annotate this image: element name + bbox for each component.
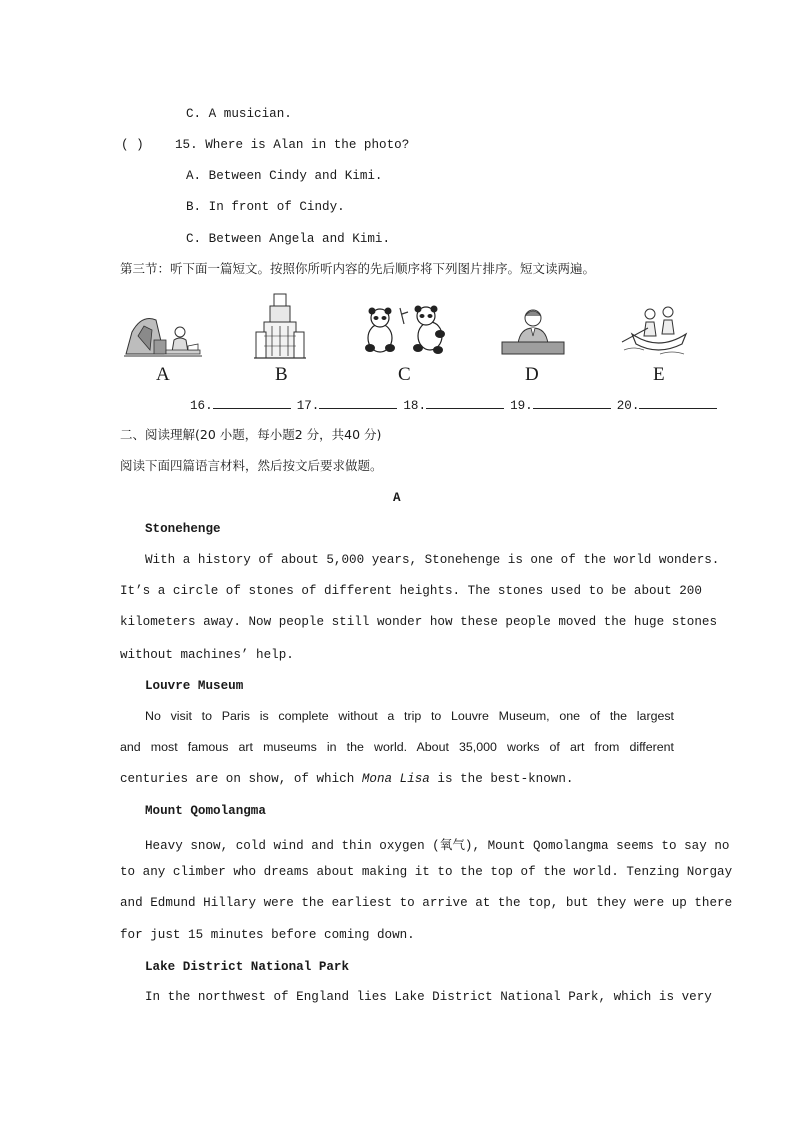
stonehenge-picnic-icon (124, 306, 202, 358)
section-title-qomolangma: Mount Qomolangma (145, 804, 266, 818)
answer-blank-17[interactable] (319, 396, 397, 409)
paragraph-line: and Edmund Hillary were the earliest to arrive at the top, but they were up there (120, 896, 733, 910)
answer-blank-19-label: 19. (510, 399, 533, 413)
paragraph-line: for just 15 minutes before coming down. (120, 928, 415, 942)
paragraph-line: to any climber who dreams about making it to the top of the world. Tenzing Norgay (120, 865, 733, 879)
q15-answer-paren: ( ) (121, 138, 144, 152)
paragraph-line: In the northwest of England lies Lake District National Park, which is very (145, 990, 712, 1004)
q14-option-c: C. A musician. (186, 107, 292, 121)
paragraph-text: is the best-known. (429, 772, 574, 786)
reading-instruction: 阅读下面四篇语言材料，然后按文后要求做题。 (120, 458, 383, 473)
answer-blank-16-label: 16. (190, 399, 213, 413)
picture-letter-e: E (653, 364, 665, 385)
pandas-icon (364, 304, 448, 356)
artwork-title: Mona Lisa (361, 772, 430, 786)
reading-part-heading: 二、阅读理解(20 小题，每小题2 分，共40 分) (120, 427, 382, 442)
q15-stem: 15. Where is Alan in the photo? (175, 138, 410, 152)
paragraph-text: centuries are on show, of which (120, 772, 362, 786)
picture-letter-d: D (525, 364, 539, 385)
answer-blanks-row (190, 396, 723, 414)
paragraph-line: without machines’ help. (120, 648, 294, 662)
q15-option-a: A. Between Cindy and Kimi. (186, 169, 383, 183)
paragraph-line: No visit to Paris is complete without a trip to Louvre Museum, one of the largest (145, 709, 674, 723)
passage-label: A (393, 491, 401, 505)
paragraph-line: and most famous art museums in the world. About 35,000 works of art from different (120, 740, 674, 754)
picture-letter-b: B (275, 364, 288, 385)
man-at-desk-icon (500, 306, 566, 356)
paragraph-line-mona-lisa (120, 771, 573, 787)
paragraph-line: With a history of about 5,000 years, Stonehenge is one of the world wonders. (145, 553, 720, 567)
q15-option-c: C. Between Angela and Kimi. (186, 232, 391, 246)
answer-blank-18-label: 18. (403, 399, 427, 413)
answer-blank-20[interactable] (639, 396, 717, 409)
section3-instruction: 第三节：听下面一篇短文。按照你所听内容的先后顺序将下列图片排序。短文读两遍。 (120, 261, 596, 276)
paragraph-line: Heavy snow, cold wind and thin oxygen (氧气), Mount Qomolangma seems to say no (145, 839, 730, 853)
answer-blank-20-label: 20. (616, 399, 640, 413)
paragraph-line: kilometers away. Now people still wonder how these people moved the huge stones (120, 615, 718, 629)
section-title-louvre: Louvre Museum (145, 679, 244, 693)
paragraph-line: It’s a circle of stones of different heights. The stones used to be about 200 (120, 584, 702, 598)
picture-letter-c: C (398, 364, 411, 385)
answer-blank-17-label: 17. (296, 399, 320, 413)
answer-blank-16[interactable] (213, 396, 291, 409)
answer-blank-19[interactable] (533, 396, 611, 409)
section-title-stonehenge: Stonehenge (145, 522, 221, 536)
answer-blank-18[interactable] (426, 396, 504, 409)
tower-building-icon (254, 292, 306, 360)
q15-option-b: B. In front of Cindy. (186, 200, 345, 214)
section-title-lake-district: Lake District National Park (145, 960, 350, 974)
people-in-boat-icon (620, 304, 696, 358)
picture-letter-a: A (156, 364, 170, 385)
